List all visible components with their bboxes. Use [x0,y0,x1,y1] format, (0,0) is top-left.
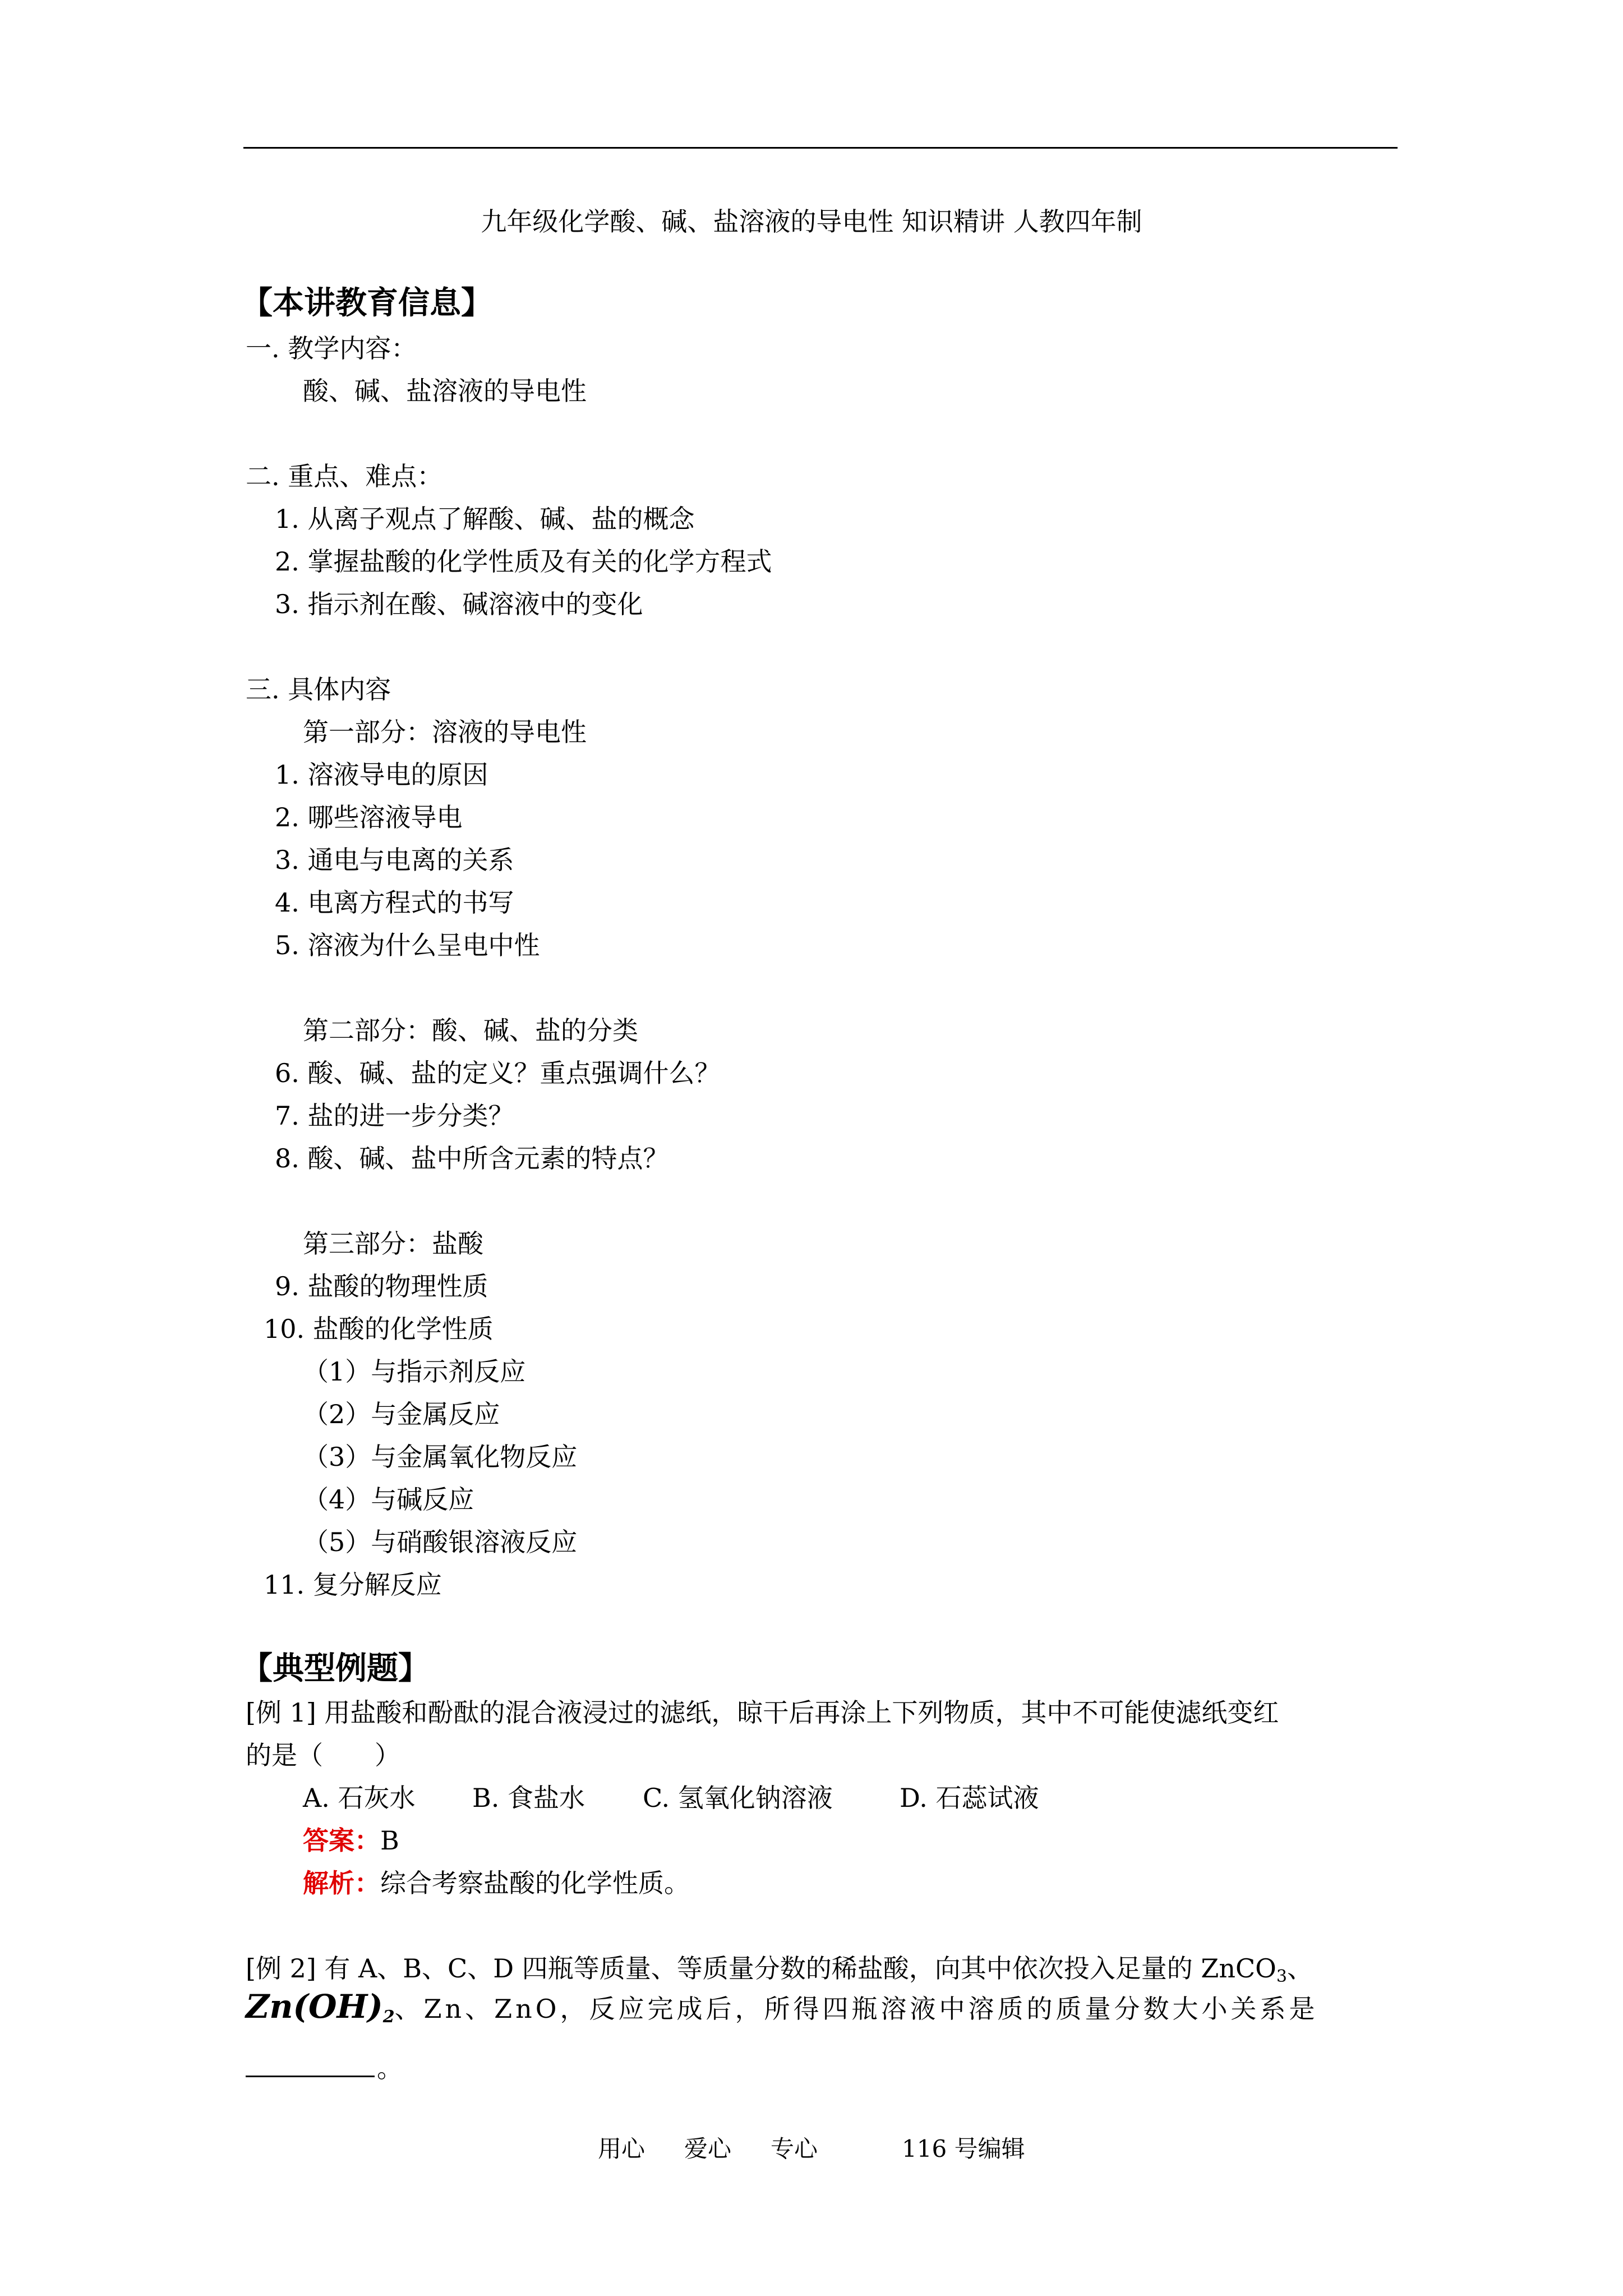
footer-item: 用心 [598,2135,645,2162]
sub2-title: 第二部分：酸、碱、盐的分类 [303,1015,638,1046]
part2-item: 2. 掌握盐酸的化学性质及有关的化学方程式 [275,546,772,577]
sub1-item: 4. 电离方程式的书写 [275,887,514,918]
sub2-item: 7. 盐的进一步分类？ [275,1101,514,1131]
example2-text: 、 [1287,1953,1313,1984]
sub2-item: 6. 酸、碱、盐的定义？重点强调什么？ [275,1058,721,1088]
example1-option-b: B. 食盐水 [472,1783,585,1813]
example1-option-d: D. 石蕊试液 [900,1783,1039,1813]
sub1-item: 3. 通电与电离的关系 [275,845,514,875]
example1-analysis [303,1870,690,1896]
sub1-title: 第一部分：溶液的导电性 [303,717,587,747]
sub1-item: 5. 溶液为什么呈电中性 [275,930,540,960]
sub1-item: 1. 溶液导电的原因 [275,760,488,790]
example1-question-cont: 的是（ ） [246,1740,400,1770]
header-rule [243,147,1398,149]
answer-label: 答案： [303,1825,380,1856]
answer-value: B [380,1825,399,1856]
subscript: 3 [1276,1967,1287,1986]
example2-end: 。 [377,2053,403,2083]
example2-question-cont [246,1987,1318,2027]
document-title: 九年级化学酸、碱、盐溶液的导电性 知识精讲 人教四年制 [481,206,1142,237]
example2-answer-blank [246,2053,403,2081]
answer-blank[interactable] [246,2053,375,2077]
sub3-subitem: （2）与金属反应 [303,1399,500,1429]
example1-option-c: C. 氢氧化钠溶液 [643,1783,833,1813]
part1-body: 酸、碱、盐溶液的导电性 [303,376,587,406]
footer-item: 专心 [771,2135,818,2162]
footer-editor: 116 号编辑 [902,2135,1025,2162]
sub3-subitem: （3）与金属氧化物反应 [303,1442,578,1472]
part2-item: 3. 指示剂在酸、碱溶液中的变化 [275,589,643,619]
sub3-subitem: （5）与硝酸银溶液反应 [303,1527,578,1557]
sub3-subitem: （1）与指示剂反应 [303,1356,526,1387]
example2-question [246,1955,1313,1985]
sub1-item: 2. 哪些溶液导电 [275,802,463,832]
part3-title: 三. 具体内容 [246,674,391,705]
sub3-item: 11. 复分解反应 [264,1570,442,1600]
example1-answer [303,1825,399,1856]
part2-item: 1. 从离子观点了解酸、碱、盐的概念 [275,504,695,534]
sub3-subitem: （4）与碱反应 [303,1484,474,1515]
sub3-title: 第三部分：盐酸 [303,1228,483,1259]
analysis-label: 解析： [303,1868,380,1898]
formula-main: Zn(OH) [246,1987,383,2026]
example2-text: 、Zn、ZnO，反应完成后，所得四瓶溶液中溶质的质量分数大小关系是 [394,1994,1318,2024]
section-heading-info: 【本讲教育信息】 [241,284,492,321]
page-footer [598,2137,1064,2161]
formula-zn-oh-2 [246,1987,395,2026]
example1-option-a: A. 石灰水 [303,1783,416,1813]
part2-title: 二. 重点、难点： [246,461,443,491]
section-heading-examples: 【典型例题】 [241,1650,430,1687]
sub2-item: 8. 酸、碱、盐中所含元素的特点？ [275,1143,669,1174]
example2-text: [例 2] 有 A、B、C、D 四瓶等质量、等质量分数的稀盐酸，向其中依次投入足量的 ZnCO [246,1953,1276,1984]
sub3-item: 10. 盐酸的化学性质 [264,1314,494,1344]
sub3-item: 9. 盐酸的物理性质 [275,1271,488,1301]
formula-subscript: 2 [382,2007,395,2027]
analysis-text: 综合考察盐酸的化学性质。 [380,1868,690,1898]
example1-question: [例 1] 用盐酸和酚酞的混合液浸过的滤纸，晾干后再涂上下列物质，其中不可能使滤纸变红 [246,1697,1279,1728]
part1-title: 一. 教学内容： [246,333,417,364]
footer-item: 爱心 [684,2135,732,2162]
